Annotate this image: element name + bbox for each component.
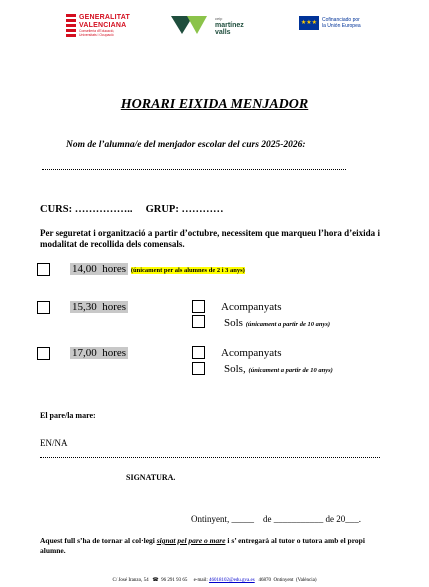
- generalitat-dept-2: Universitats i Ocupació: [79, 33, 114, 37]
- return-instructions-a: Aquest full s’ha de tornar al col·legi: [40, 536, 157, 545]
- address-text-b: 46870 Ontinyent (València): [254, 578, 317, 583]
- option-1700-accompanied-checkbox[interactable]: [192, 346, 205, 359]
- option-1530-accompanied-checkbox[interactable]: [192, 300, 205, 313]
- school-logo: [171, 14, 261, 44]
- option-1700-accompanied-label: Acompanyats: [221, 347, 282, 359]
- generalitat-logo: [66, 14, 136, 46]
- school-address: [0, 577, 429, 583]
- parent-name-line[interactable]: [40, 457, 380, 458]
- eu-cofunding-logo: [299, 16, 379, 36]
- generalitat-name-2: VALENCIANA: [79, 22, 127, 29]
- student-name-label: Nom de l’alumna/e del menjador escolar del curs 2025-2026:: [66, 140, 306, 150]
- option-1530-checkbox[interactable]: [37, 301, 50, 314]
- option-1400-time: 14,00 hores: [72, 263, 127, 275]
- option-1530-time: 15,30 hores: [72, 301, 127, 313]
- school-name-2: valls: [215, 29, 231, 36]
- option-1400-note: (únicament per als alumnes de 2 i 3 anys): [130, 267, 245, 274]
- option-1700-alone-checkbox[interactable]: [192, 362, 205, 375]
- generalitat-name-1: GENERALITAT: [79, 14, 130, 21]
- date-line[interactable]: Ontinyent, _____ de ___________ de 20___.: [191, 514, 361, 524]
- return-instructions-b: i s’ entregarà al tutor o tutora amb el propi alumne.: [40, 536, 365, 555]
- option-1530-alone-note: (únicament a partir de 10 anys): [245, 321, 331, 328]
- option-1530-alone-checkbox[interactable]: [192, 315, 205, 328]
- return-instructions: [40, 536, 385, 556]
- school-name-1: martínez: [215, 22, 244, 29]
- option-1700-alone-label: Sols,: [224, 363, 246, 375]
- option-1700-time: 17,00 hores: [72, 347, 127, 359]
- generalitat-dept-1: Conselleria d'Educació,: [79, 29, 115, 33]
- option-1530-accompanied-label: Acompanyats: [221, 301, 282, 313]
- eu-flag-icon: ★★★: [299, 16, 319, 30]
- return-instructions-signed: signat pel pare o mare: [156, 536, 226, 545]
- enna-label: EN/NA: [40, 438, 68, 448]
- course-group-line[interactable]: CURS: …………….. GRUP: …………: [40, 204, 224, 215]
- address-text-a: C/ José Iranzo, 54 ☎ 96 291 93 65 e-mail:: [112, 578, 209, 583]
- option-1530-alone-label: Sols: [224, 317, 243, 329]
- eu-text-1: Cofinanciado por: [322, 17, 360, 23]
- signature-label: SIGNATURA.: [126, 473, 176, 482]
- parent-label: El pare/la mare:: [40, 411, 96, 420]
- school-prefix: ceip: [215, 16, 223, 21]
- option-1700-checkbox[interactable]: [37, 347, 50, 360]
- option-1400-checkbox[interactable]: [37, 263, 50, 276]
- student-name-line[interactable]: [42, 169, 346, 170]
- email-link[interactable]: 46018102@edu.gva.es: [208, 578, 255, 583]
- page-title: HORARI EIXIDA MENJADOR: [120, 97, 309, 112]
- eu-text-2: la Unión Europea: [322, 23, 361, 29]
- option-1700-alone-note: (únicament a partir de 10 anys): [248, 367, 333, 374]
- instructions-text: Per seguretat i organització a partir d’octubre, necessitem que marqueu l’hora d’eixida i modalitat de recollida dels comensals.: [40, 228, 380, 249]
- generalitat-emblem-icon: [66, 14, 76, 38]
